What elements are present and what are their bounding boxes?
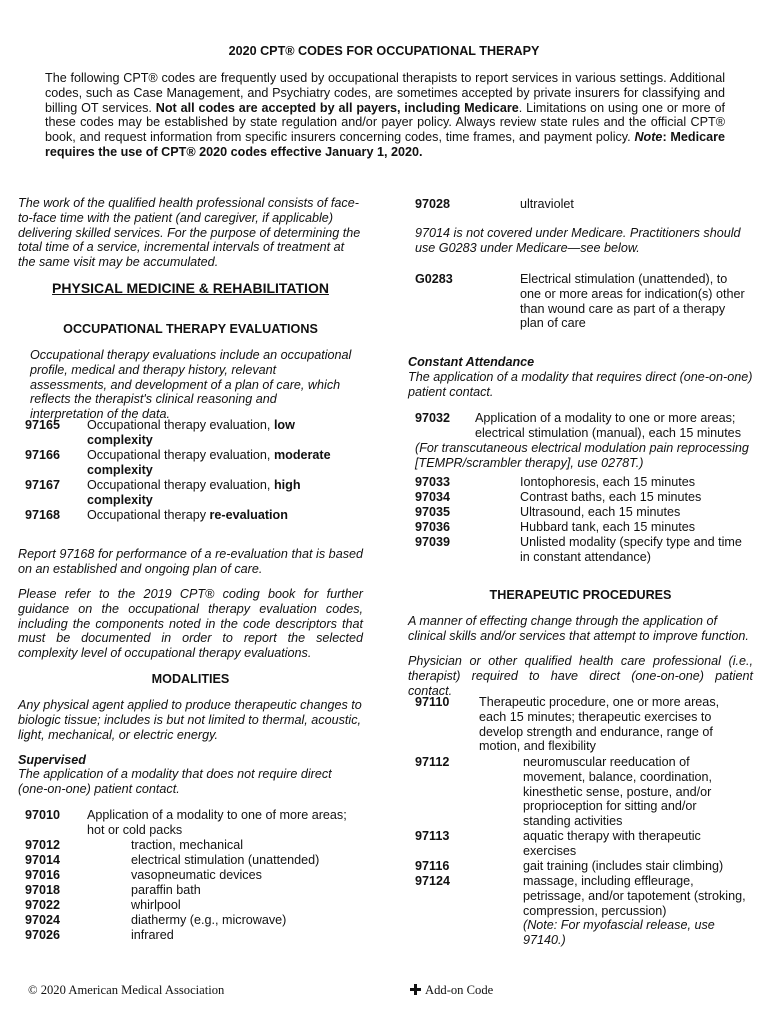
procedure-description: massage, including effleurage, petrissage, and/or tapotement (stroking, compression, percussion) bbox=[523, 874, 746, 918]
constant-description: Contrast baths, each 15 minutes bbox=[520, 490, 702, 504]
modality-code: 97016 bbox=[25, 868, 61, 882]
eval-code: 97168 bbox=[25, 508, 61, 522]
work-paragraph: The work of the qualified health professional consists of face-to-face time with the patient (and caregiver, if applicable) delivering skilled services. For the purpose of determining the total time of a service, incremental intervals of treatment at the same visit may be accumulated. bbox=[18, 196, 361, 270]
modality-code: 97010 bbox=[25, 808, 61, 822]
eval-description: Occupational therapy re-evaluation bbox=[87, 508, 288, 522]
constant-description: Hubbard tank, each 15 minutes bbox=[520, 520, 696, 534]
therapeutic-procedures-heading: THERAPEUTIC PROCEDURES bbox=[489, 588, 672, 602]
modality-code: 97012 bbox=[25, 838, 61, 852]
ot-evaluations-text: Occupational therapy evaluations include an occupational profile, medical and therapy history, relevant assessments, and development of a plan of care, which reflects the therapist's clinical reasoning and interpretation of the data. bbox=[30, 348, 352, 422]
procedure-description: aquatic therapy with therapeutic exercises bbox=[523, 829, 701, 858]
plus-icon bbox=[410, 984, 421, 995]
procedure-description: neuromuscular reeducation of movement, balance, coordination, kinesthetic sense, posture, and/or proprioception for sitting and/or standing activities bbox=[523, 755, 713, 829]
eval-description: Occupational therapy evaluation, low complexity bbox=[87, 418, 295, 447]
code-97028: 97028 bbox=[415, 197, 451, 211]
intro-note-text: : Medicare requires the use of CPT® 2020 codes effective January 1, 2020. bbox=[45, 130, 725, 159]
copyright-footer: © 2020 American Medical Association bbox=[28, 983, 225, 997]
tempr-note: (For transcutaneous electrical modulation pain reprocessing [TEMPR/scrambler therapy], use 0278T.) bbox=[415, 441, 749, 470]
procedure-code: 97113 bbox=[415, 829, 450, 843]
intro-paragraph bbox=[45, 71, 725, 160]
code-97032-description: Application of a modality to one or more areas; electrical stimulation (manual), each 15 minutes bbox=[475, 411, 741, 440]
supervised-heading: Supervised bbox=[18, 753, 86, 767]
modality-description: paraffin bath bbox=[131, 883, 201, 897]
intro-bold-payers: Not all codes are accepted by all payers, including Medicare bbox=[155, 100, 519, 115]
constant-description: Iontophoresis, each 15 minutes bbox=[520, 475, 696, 489]
intro-text-2: . Limitations on using one or more of these codes may be established by state regulation and/or payer policy. Always review state rules and the official CPT® book, and request information from specific insurers concerning codes, time frames, and payment policy. bbox=[45, 100, 725, 145]
eval-description: Occupational therapy evaluation, moderate complexity bbox=[87, 448, 331, 477]
code-97032: 97032 bbox=[415, 411, 451, 425]
modality-code: 97026 bbox=[25, 928, 61, 942]
code-g0283-description: Electrical stimulation (unattended), to one or more areas for indication(s) other than wound care as part of a therapy plan of care bbox=[520, 272, 745, 331]
intro-text-1: The following CPT® codes are frequently used by occupational therapists to report services in various settings. Additional codes, such as Case Management, and Psychiatry codes, are sometimes accepted by private insurers for classifying and billing OT services. bbox=[45, 71, 725, 115]
modality-code: 97018 bbox=[25, 883, 61, 897]
constant-code: 97039 bbox=[415, 535, 451, 549]
modality-description: infrared bbox=[131, 928, 174, 942]
constant-attendance-heading: Constant Attendance bbox=[408, 355, 535, 369]
eval-code: 97167 bbox=[25, 478, 61, 492]
document-title: 2020 CPT® CODES FOR OCCUPATIONAL THERAPY bbox=[228, 44, 540, 58]
modality-description: vasopneumatic devices bbox=[131, 868, 262, 882]
addon-legend-label: Add-on Code bbox=[425, 983, 494, 997]
constant-code: 97036 bbox=[415, 520, 451, 534]
pmr-heading: PHYSICAL MEDICINE & REHABILITATION bbox=[52, 280, 329, 296]
constant-code: 97033 bbox=[415, 475, 451, 489]
modality-description: traction, mechanical bbox=[131, 838, 243, 852]
constant-code: 97034 bbox=[415, 490, 451, 504]
eval-description: Occupational therapy evaluation, high complexity bbox=[87, 478, 301, 507]
procedure-code: 97110 bbox=[415, 695, 450, 709]
intro-note-label: Note bbox=[634, 130, 663, 145]
constant-description: Unlisted modality (specify type and time in constant attendance) bbox=[520, 535, 742, 564]
note-97014: 97014 is not covered under Medicare. Practitioners should use G0283 under Medicare—see below. bbox=[415, 226, 741, 255]
report-paragraph: Report 97168 for performance of a re-evaluation that is based on an established and ongoing plan of care. bbox=[18, 547, 363, 576]
procedure-code: 97124 bbox=[415, 874, 451, 888]
ot-evaluations-heading: OCCUPATIONAL THERAPY EVALUATIONS bbox=[63, 322, 318, 336]
modalities-text: Any physical agent applied to produce therapeutic changes to biologic tissue; includes is but not limited to thermal, acoustic, light, mechanical, or electric energy. bbox=[18, 698, 362, 742]
myofascial-note: (Note: For myofascial release, use 97140.) bbox=[523, 918, 715, 947]
modality-code: 97024 bbox=[25, 913, 61, 927]
modality-code: 97022 bbox=[25, 898, 61, 912]
refer-paragraph: Please refer to the 2019 CPT® coding book for further guidance on the occupational therapy evaluation codes, including the components noted in the code descriptors that must be documented in order to report the selected complexity level of occupational therapy evaluations. bbox=[18, 587, 363, 661]
procedure-description: Therapeutic procedure, one or more areas, each 15 minutes; therapeutic exercises to develop strength and endurance, range of motion, and flexibility bbox=[479, 695, 720, 754]
eval-code: 97165 bbox=[25, 418, 61, 432]
constant-code: 97035 bbox=[415, 505, 451, 519]
code-97028-description: ultraviolet bbox=[520, 197, 574, 211]
supervised-text: The application of a modality that does not require direct (one-on-one) patient contact. bbox=[18, 767, 332, 796]
code-g0283: G0283 bbox=[415, 272, 453, 286]
addon-legend bbox=[410, 983, 493, 998]
procedure-description: gait training (includes stair climbing) bbox=[523, 859, 724, 873]
procedure-code: 97112 bbox=[415, 755, 450, 769]
therapeutic-procedures-text-2: Physician or other qualified health care professional (i.e., therapist) required to have direct (one-on-one) patient contact. bbox=[408, 654, 753, 698]
constant-description: Ultrasound, each 15 minutes bbox=[520, 505, 681, 519]
modality-description: electrical stimulation (unattended) bbox=[131, 853, 320, 867]
modality-description: whirlpool bbox=[131, 898, 181, 912]
modality-code: 97014 bbox=[25, 853, 61, 867]
procedure-code: 97116 bbox=[415, 859, 450, 873]
modality-description: diathermy (e.g., microwave) bbox=[131, 913, 287, 927]
constant-attendance-text: The application of a modality that requires direct (one-on-one) patient contact. bbox=[408, 370, 753, 399]
modalities-heading: MODALITIES bbox=[151, 672, 230, 686]
modality-description: Application of a modality to one of more areas; hot or cold packs bbox=[87, 808, 347, 837]
therapeutic-procedures-text-1: A manner of effecting change through the application of clinical skills and/or services that attempt to improve function. bbox=[408, 614, 749, 643]
eval-code: 97166 bbox=[25, 448, 61, 462]
